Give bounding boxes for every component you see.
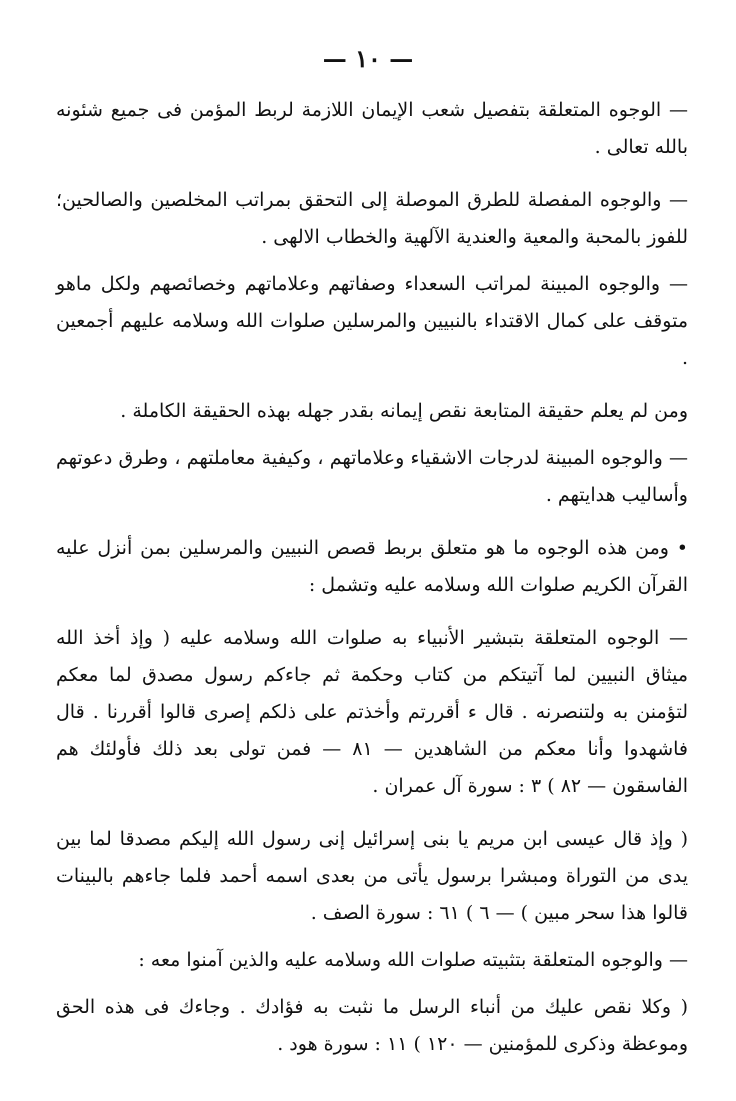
paragraph-prophet-stories: • ومن هذه الوجوه ما هو متعلق بربط قصص النبيين والمرسلين بمن أنزل عليه القرآن الكريم صلوات الله وسلامه عليه وتشمل : [56,537,688,596]
paragraph-sincere-ranks: — والوجوه المفصلة للطرق الموصلة إلى التحقق بمراتب المخلصين والصالحين؛ للفوز بالمحبة والمعية والعندية الآلهية والخطاب الالهى . [56,189,688,248]
page-body [56,92,688,1079]
page-number: — ١٠ — [322,44,414,73]
paragraph-following-truth: ومن لم يعلم حقيقة المتابعة نقص إيمانه بقدر جهله بهذه الحقيقة الكاملة . [120,400,688,422]
paragraph-glad-tidings: — الوجوه المتعلقة بتبشير الأنبياء به صلوات الله وسلامه عليه ( وإذ أخذ الله ميثاق النبيين لما آتيتكم من كتاب وحكمة ثم جاءكم رسول مصدق لما معكم لتؤمنن به ولتنصرنه . قال ء أقررتم وأخذتم على ذلكم إصرى قالوا أقررنا . قال فاشهدوا وأنا معكم من الشاهدين — ٨١ — فمن تولى بعد ذلك فأولئك هم الفاسقون — ٨٢ ) ٣ : سورة آل عمران . [56,627,688,797]
paragraph-hud-verse: ( وكلا نقص عليك من أنباء الرسل ما نثبت به فؤادك . وجاءك فى هذه الحق وموعظة وذكرى للمؤمنين — ١٢٠ ) ١١ : سورة هود . [56,996,688,1055]
paragraph-isa-verse: ( وإذ قال عيسى ابن مريم يا بنى إسرائيل إنى رسول الله إليكم مصدقا لما بين يدى من التوراة ومبشرا برسول يأتى من بعدى اسمه أحمد فلما جاءهم بالبينات قالوا هذا سحر مبين ) — ٦ ) ٦١ : سورة الصف . [56,828,688,924]
paragraph-wretched-degrees: — والوجوه المبينة لدرجات الاشقياء وعلاماتهم ، وكيفية معاملتهم ، وطرق دعوتهم وأساليب هدايتهم . [56,447,688,506]
paragraph-steadfastness: — والوجوه المتعلقة بتثبيته صلوات الله وسلامه عليه والذين آمنوا معه : [138,949,688,971]
paragraph-blessed-ranks: — والوجوه المبينة لمراتب السعداء وصفاتهم وعلاماتهم وخصائصهم ولكل ماهو متوقف على كمال الاقتداء بالنبيين والمرسلين صلوات الله وسلامه عليهم أجمعين . [56,273,688,369]
paragraph-faith-branches: — الوجوه المتعلقة بتفصيل شعب الإيمان اللازمة لربط المؤمن فى جميع شئونه بالله تعالى . [56,99,688,158]
